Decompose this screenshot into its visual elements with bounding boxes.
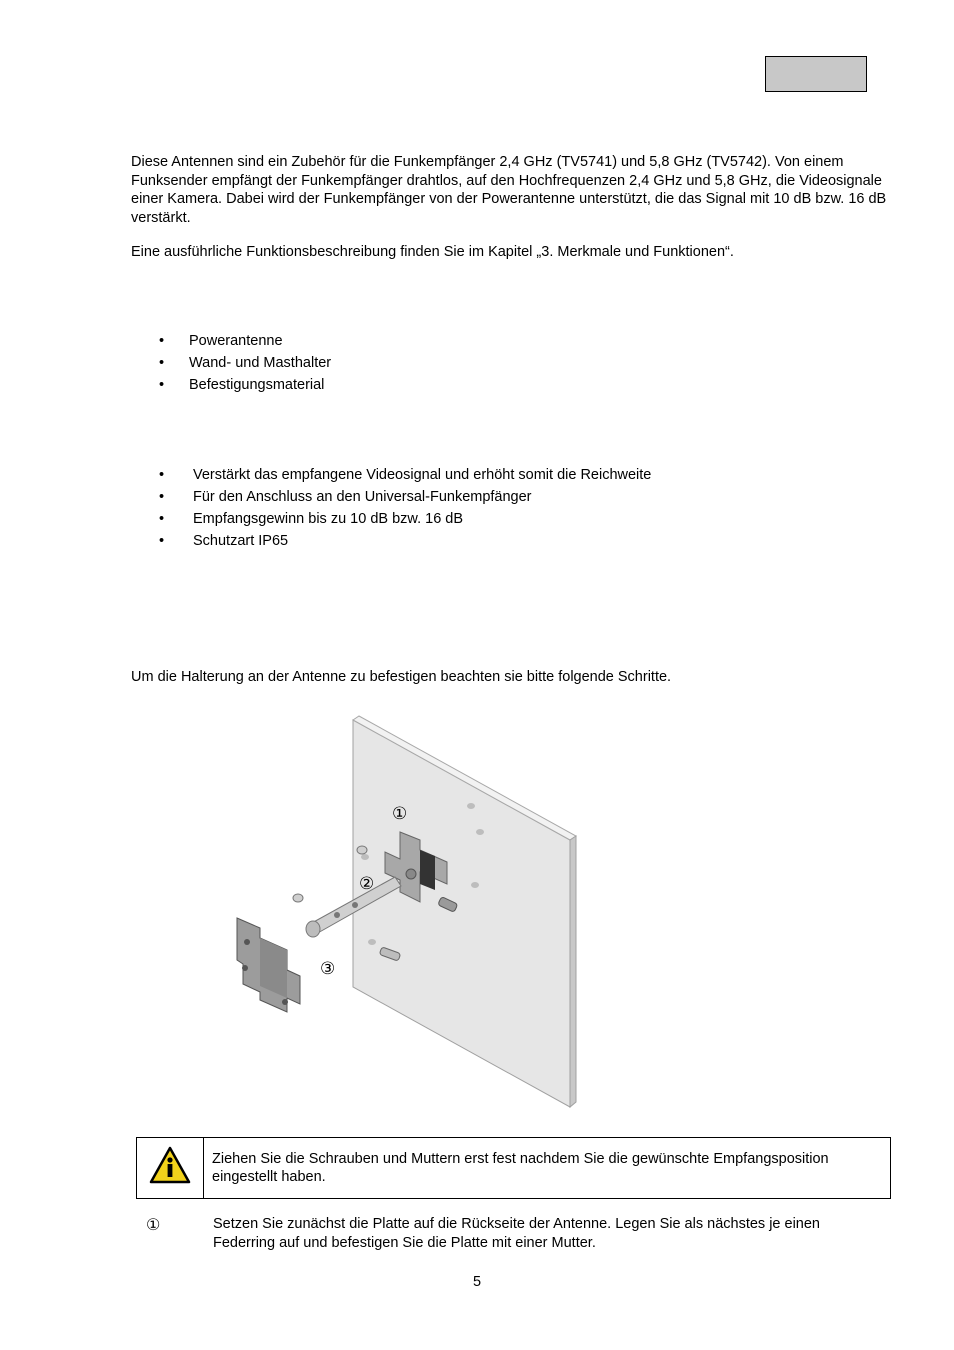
step-number: ① [146,1217,161,1234]
warning-info-icon [149,1146,191,1184]
antenna-mounting-illustration [225,712,585,1122]
page-number: 5 [472,1274,482,1290]
mounting-intro: Um die Halterung an der Antenne zu befestigen beachten sie bitte folgende Schritte. [131,669,672,685]
language-tab [765,56,867,92]
note-text: Ziehen Sie die Schrauben und Muttern erst fest nachdem Sie die gewünschte Empfangsposition eingestellt haben. [204,1138,891,1199]
warning-note [136,1137,891,1199]
intro-paragraph-2: Eine ausführliche Funktionsbeschreibung finden Sie im Kapitel „3. Merkmale und Funktionen“. [131,244,734,260]
figure-label-3: ③ [320,959,336,979]
intro-paragraph-1: Diese Antennen sind ein Zubehör für die Funkempfänger 2,4 GHz (TV5741) und 5,8 GHz (TV5742). Von einem Funksender empfängt der Funkempfänger drahtlos, auf den Hochfrequenzen 2,4 GHz und 5,8 GHz, die Videosignale einer Kamera. Dabei wird der Funkempfänger von der Powerantenne unterstützt, die das Signal mit 10 dB bzw. 16 dB verstärkt. [131,154,887,226]
figure-label-2: ② [359,874,375,894]
note-icon-cell [137,1138,204,1199]
step-text: Setzen Sie zunächst die Platte auf die Rückseite der Antenne. Legen Sie als nächstes je einen Federring auf und befestigen Sie die Platte mit einer Mutter. [213,1216,820,1251]
figure-label-1: ① [392,804,408,824]
